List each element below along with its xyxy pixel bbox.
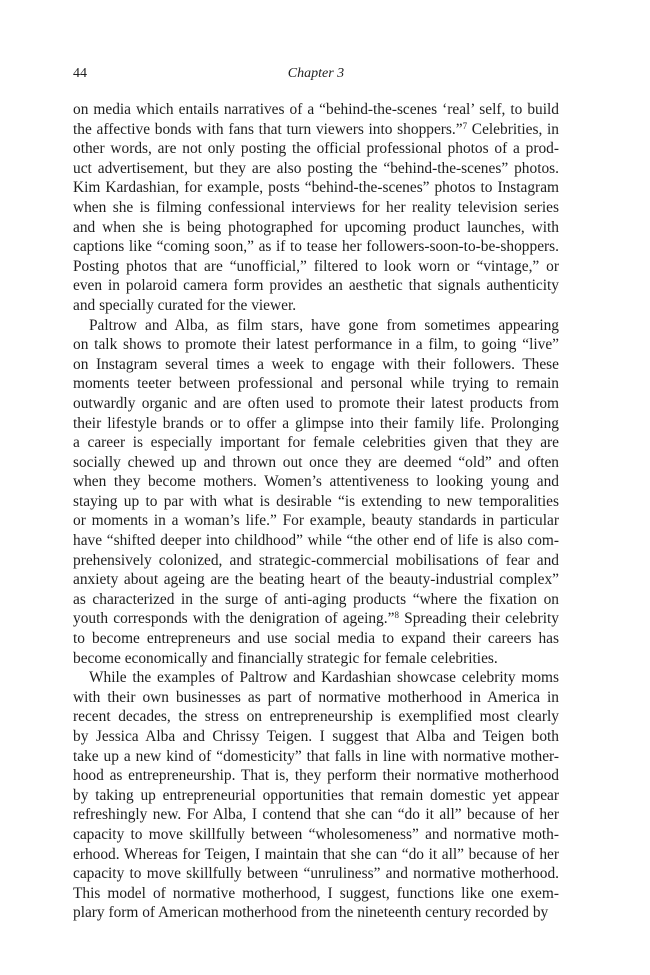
paragraph [73,100,559,316]
text-line: by Jessica Alba and Chrissy Teigen. I suggest that Alba and Teigen both [73,728,559,745]
text-line: the affective bonds with fans that turn viewers into shoppers.”$^7$ Celebrities, in [73,120,560,138]
text-line: erhood. Whereas for Teigen, I maintain that she can “do it all” because of her [73,845,559,863]
text-line: when she is filming confessional interviews for her reality television series [73,198,559,216]
body-text [73,100,559,923]
text-line: Kim Kardashian, for example, posts “behind-the-scenes” photos to Instagram [73,179,559,197]
text-line: even in polaroid camera form provides an aesthetic that signals authenticity [73,277,559,295]
text-line: to become entrepreneurs and use social media to expand their careers has [73,630,559,648]
footnote-marker: 7 [462,120,468,131]
text-line: become economically and financially strategic for female celebrities. [73,649,498,667]
text-line: on Instagram several times a week to engage with their followers. These [73,355,559,373]
text-line: Paltrow and Alba, as film stars, have gone from sometimes appearing [89,316,559,334]
text-line: prehensively colonized, and strategic-commercial mobilisations of fear and [73,551,559,569]
text-line: their lifestyle brands or to offer a glimpse into their family life. Prolonging [73,414,559,432]
text-line: While the examples of Paltrow and Kardashian showcase celebrity moms [89,669,559,687]
book-page [73,60,559,923]
text-line: capacity to move skillfully between “unruliness” and normative motherhood. [73,865,559,883]
text-line: or moments in a woman’s life.” For example, beauty standards in particular [73,512,559,530]
text-line: when they become mothers. Women’s attentiveness to looking young and [73,473,559,491]
text-line: have “shifted deeper into childhood” while “the other end of life is also com- [73,532,559,550]
text-line: uct advertisement, but they are also posting the “behind-the-scenes” photos. [73,159,559,177]
text-line: anxiety about ageing are the beating heart of the beauty-industrial complex” [73,571,559,589]
text-line: by taking up entrepreneurial opportunities that remain domestic yet appear [73,786,559,804]
paragraph [73,668,559,923]
text-line: moments teeter between professional and personal while trying to remain [73,375,559,393]
running-head [73,60,559,90]
text-line: youth corresponds with the denigration of ageing.”$^8$ Spreading their celebrity [73,610,559,628]
footnote-marker: 8 [394,610,399,621]
text-line: a career is especially important for female celebrities given that they are [73,434,559,452]
text-line: on media which entails narratives of a “behind-the-scenes ‘real’ self, to build [73,101,559,118]
text-line: take up a new kind of “domesticity” that falls in line with normative mother- [73,747,559,765]
text-line: captions like “coming soon,” as if to tease her followers-soon-to-be-shoppers. [73,238,559,256]
text-line: capacity to move skillfully between “wholesomeness” and normative moth- [73,825,559,843]
text-line: and specially curated for the viewer. [73,296,297,314]
text-line: on talk shows to promote their latest performance in a film, to going “live” [73,336,559,354]
text-line: socially chewed up and thrown out once they are deemed “old” and often [73,453,559,471]
text-line: This model of normative motherhood, I suggest, functions like one exem- [73,884,559,902]
page-number: 44 [73,66,87,81]
paragraph [73,316,559,669]
text-line: outwardly organic and are often used to promote their latest products from [73,394,559,412]
text-line: Posting photos that are “unofficial,” filtered to look worn or “vintage,” or [73,257,559,275]
text-line: plary form of American motherhood from the nineteenth century recorded by [73,904,549,922]
text-line: as characterized in the surge of anti-aging products “where the fixation on [73,590,559,608]
text-line: refreshingly new. For Alba, I contend that she can “do it all” because of her [73,806,559,824]
chapter-title: Chapter 3 [287,66,345,81]
text-line: other words, are not only posting the official professional photos of a prod- [73,140,559,158]
text-line: and when she is being photographed for upcoming product launches, with [73,218,559,236]
text-line: with their own businesses as part of normative motherhood in America in [73,688,559,706]
text-line: recent decades, the stress on entrepreneurship is exemplified most clearly [73,708,559,726]
text-line: hood as entrepreneurship. That is, they perform their normative motherhood [73,767,559,785]
text-line: staying up to par with what is desirable “is extending to new temporalities [73,492,559,510]
